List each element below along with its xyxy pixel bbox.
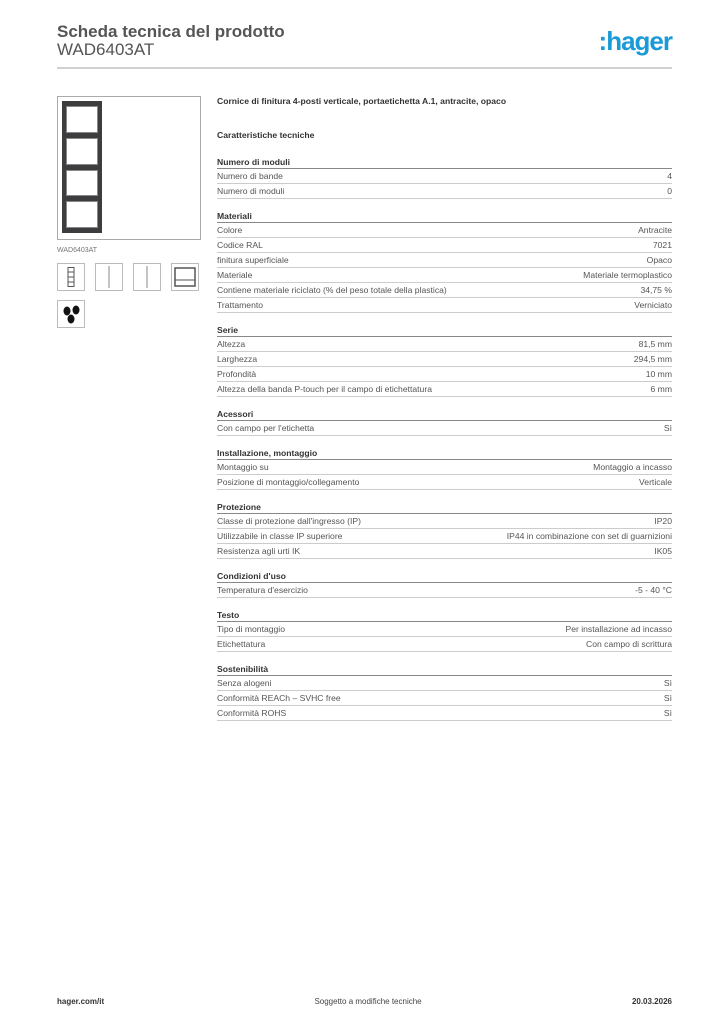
footer-website: hager.com/it bbox=[57, 997, 105, 1006]
spec-value: Montaggio a incasso bbox=[593, 462, 672, 472]
header-divider bbox=[57, 67, 672, 69]
section-title: Serie bbox=[217, 323, 672, 337]
table-row bbox=[217, 676, 672, 691]
section-title: Protezione bbox=[217, 500, 672, 514]
spec-label: Numero di moduli bbox=[217, 186, 285, 196]
spec-value: 6 mm bbox=[650, 384, 672, 394]
spec-section bbox=[217, 155, 672, 199]
spec-value: 0 bbox=[667, 186, 672, 196]
section-title: Sostenibilità bbox=[217, 662, 672, 676]
spec-label: Numero di bande bbox=[217, 171, 283, 181]
table-row bbox=[217, 514, 672, 529]
spec-value: Opaco bbox=[646, 255, 672, 265]
spec-value: Sì bbox=[663, 423, 672, 433]
spec-label: Codice RAL bbox=[217, 240, 263, 250]
spec-label: Tipo di montaggio bbox=[217, 624, 285, 634]
spec-value: Sì bbox=[663, 708, 672, 718]
spec-label: Senza alogeni bbox=[217, 678, 272, 688]
spec-label: Con campo per l'etichetta bbox=[217, 423, 315, 433]
table-row bbox=[217, 382, 672, 397]
footer bbox=[57, 997, 672, 1006]
spec-value: IK05 bbox=[654, 546, 672, 556]
table-row bbox=[217, 691, 672, 706]
spec-table bbox=[217, 96, 672, 721]
section-title: Condizioni d'uso bbox=[217, 569, 672, 583]
spec-section bbox=[217, 446, 672, 490]
spec-label: Classe di protezione dall'ingresso (IP) bbox=[217, 516, 361, 526]
product-image bbox=[57, 96, 201, 240]
spec-label: Contiene materiale riciclato (% del peso totale della plastica) bbox=[217, 285, 447, 295]
spec-label: Altezza bbox=[217, 339, 246, 349]
spec-value: 7021 bbox=[652, 240, 672, 250]
table-row bbox=[217, 544, 672, 559]
spec-value: IP44 in combinazione con set di guarnizioni bbox=[506, 531, 672, 541]
table-row bbox=[217, 184, 672, 199]
spec-value: 10 mm bbox=[645, 369, 672, 379]
spec-value: Verniciato bbox=[634, 300, 672, 310]
spec-value: 34,75 % bbox=[640, 285, 672, 295]
spec-section bbox=[217, 500, 672, 559]
spec-label: Posizione di montaggio/collegamento bbox=[217, 477, 360, 487]
spec-label: Larghezza bbox=[217, 354, 258, 364]
spec-section bbox=[217, 569, 672, 598]
spec-label: Resistenza agli urti IK bbox=[217, 546, 301, 556]
spec-label: Etichettatura bbox=[217, 639, 266, 649]
line-icon bbox=[133, 263, 161, 291]
spec-value: Con campo di scrittura bbox=[586, 639, 672, 649]
spec-label: Utilizzabile in classe IP superiore bbox=[217, 531, 343, 541]
footer-note: Soggetto a modifiche tecniche bbox=[314, 997, 422, 1006]
table-row bbox=[217, 352, 672, 367]
spec-label: Conformità ROHS bbox=[217, 708, 287, 718]
table-row bbox=[217, 223, 672, 238]
spec-value: IP20 bbox=[654, 516, 672, 526]
label-holder-icon bbox=[171, 263, 199, 291]
spec-section bbox=[217, 662, 672, 721]
footer-date: 20.03.2026 bbox=[631, 997, 672, 1006]
spec-label: Temperatura d'esercizio bbox=[217, 585, 308, 595]
table-row bbox=[217, 298, 672, 313]
section-heading: Caratteristiche tecniche bbox=[217, 130, 315, 140]
table-row bbox=[217, 337, 672, 352]
table-row bbox=[217, 238, 672, 253]
spec-value: Antracite bbox=[638, 225, 672, 235]
section-title: Numero di moduli bbox=[217, 155, 672, 169]
table-row bbox=[217, 253, 672, 268]
image-caption: WAD6403AT bbox=[57, 247, 98, 254]
spec-value: 4 bbox=[667, 171, 672, 181]
spec-section bbox=[217, 323, 672, 397]
table-row bbox=[217, 637, 672, 652]
spec-label: Conformità REACh – SVHC free bbox=[217, 693, 341, 703]
section-title: Installazione, montaggio bbox=[217, 446, 672, 460]
water-drops-icon bbox=[57, 300, 85, 328]
spec-section bbox=[217, 209, 672, 313]
spec-value: Per installazione ad incasso bbox=[565, 624, 672, 634]
section-title: Testo bbox=[217, 608, 672, 622]
spec-label: Montaggio su bbox=[217, 462, 269, 472]
spec-label: Materiale bbox=[217, 270, 253, 280]
spec-label: Trattamento bbox=[217, 300, 264, 310]
table-row bbox=[217, 529, 672, 544]
table-row bbox=[217, 460, 672, 475]
table-row bbox=[217, 169, 672, 184]
product-panel bbox=[57, 96, 201, 328]
spec-value: Materiale termoplastico bbox=[583, 270, 672, 280]
spec-value: -5 - 40 °C bbox=[635, 585, 672, 595]
table-row bbox=[217, 475, 672, 490]
table-row bbox=[217, 622, 672, 637]
spec-value: Sì bbox=[663, 693, 672, 703]
section-title: Acessori bbox=[217, 407, 672, 421]
spec-value: Verticale bbox=[639, 477, 672, 487]
spec-value: 81,5 mm bbox=[638, 339, 672, 349]
table-row bbox=[217, 706, 672, 721]
spec-label: Altezza della banda P-touch per il campo di etichettatura bbox=[217, 384, 432, 394]
table-row bbox=[217, 283, 672, 298]
table-row bbox=[217, 367, 672, 382]
line-icon bbox=[95, 263, 123, 291]
product-code: WAD6403AT bbox=[57, 40, 155, 59]
spec-value: Sì bbox=[663, 678, 672, 688]
spec-label: finitura superficiale bbox=[217, 255, 289, 265]
product-description: Cornice di finitura 4-posti verticale, portaetichetta A.1, antracite, opaco bbox=[217, 96, 507, 106]
spec-label: Profondità bbox=[217, 369, 257, 379]
page-title: Scheda tecnica del prodotto bbox=[57, 22, 285, 41]
spec-label: Colore bbox=[217, 225, 243, 235]
vertical-4-module-icon bbox=[57, 263, 85, 291]
table-row bbox=[217, 583, 672, 598]
spec-section bbox=[217, 407, 672, 436]
hager-logo: :hager bbox=[598, 26, 672, 56]
table-row bbox=[217, 421, 672, 436]
section-title: Materiali bbox=[217, 209, 672, 223]
table-row bbox=[217, 268, 672, 283]
spec-section bbox=[217, 608, 672, 652]
spec-value: 294,5 mm bbox=[633, 354, 672, 364]
